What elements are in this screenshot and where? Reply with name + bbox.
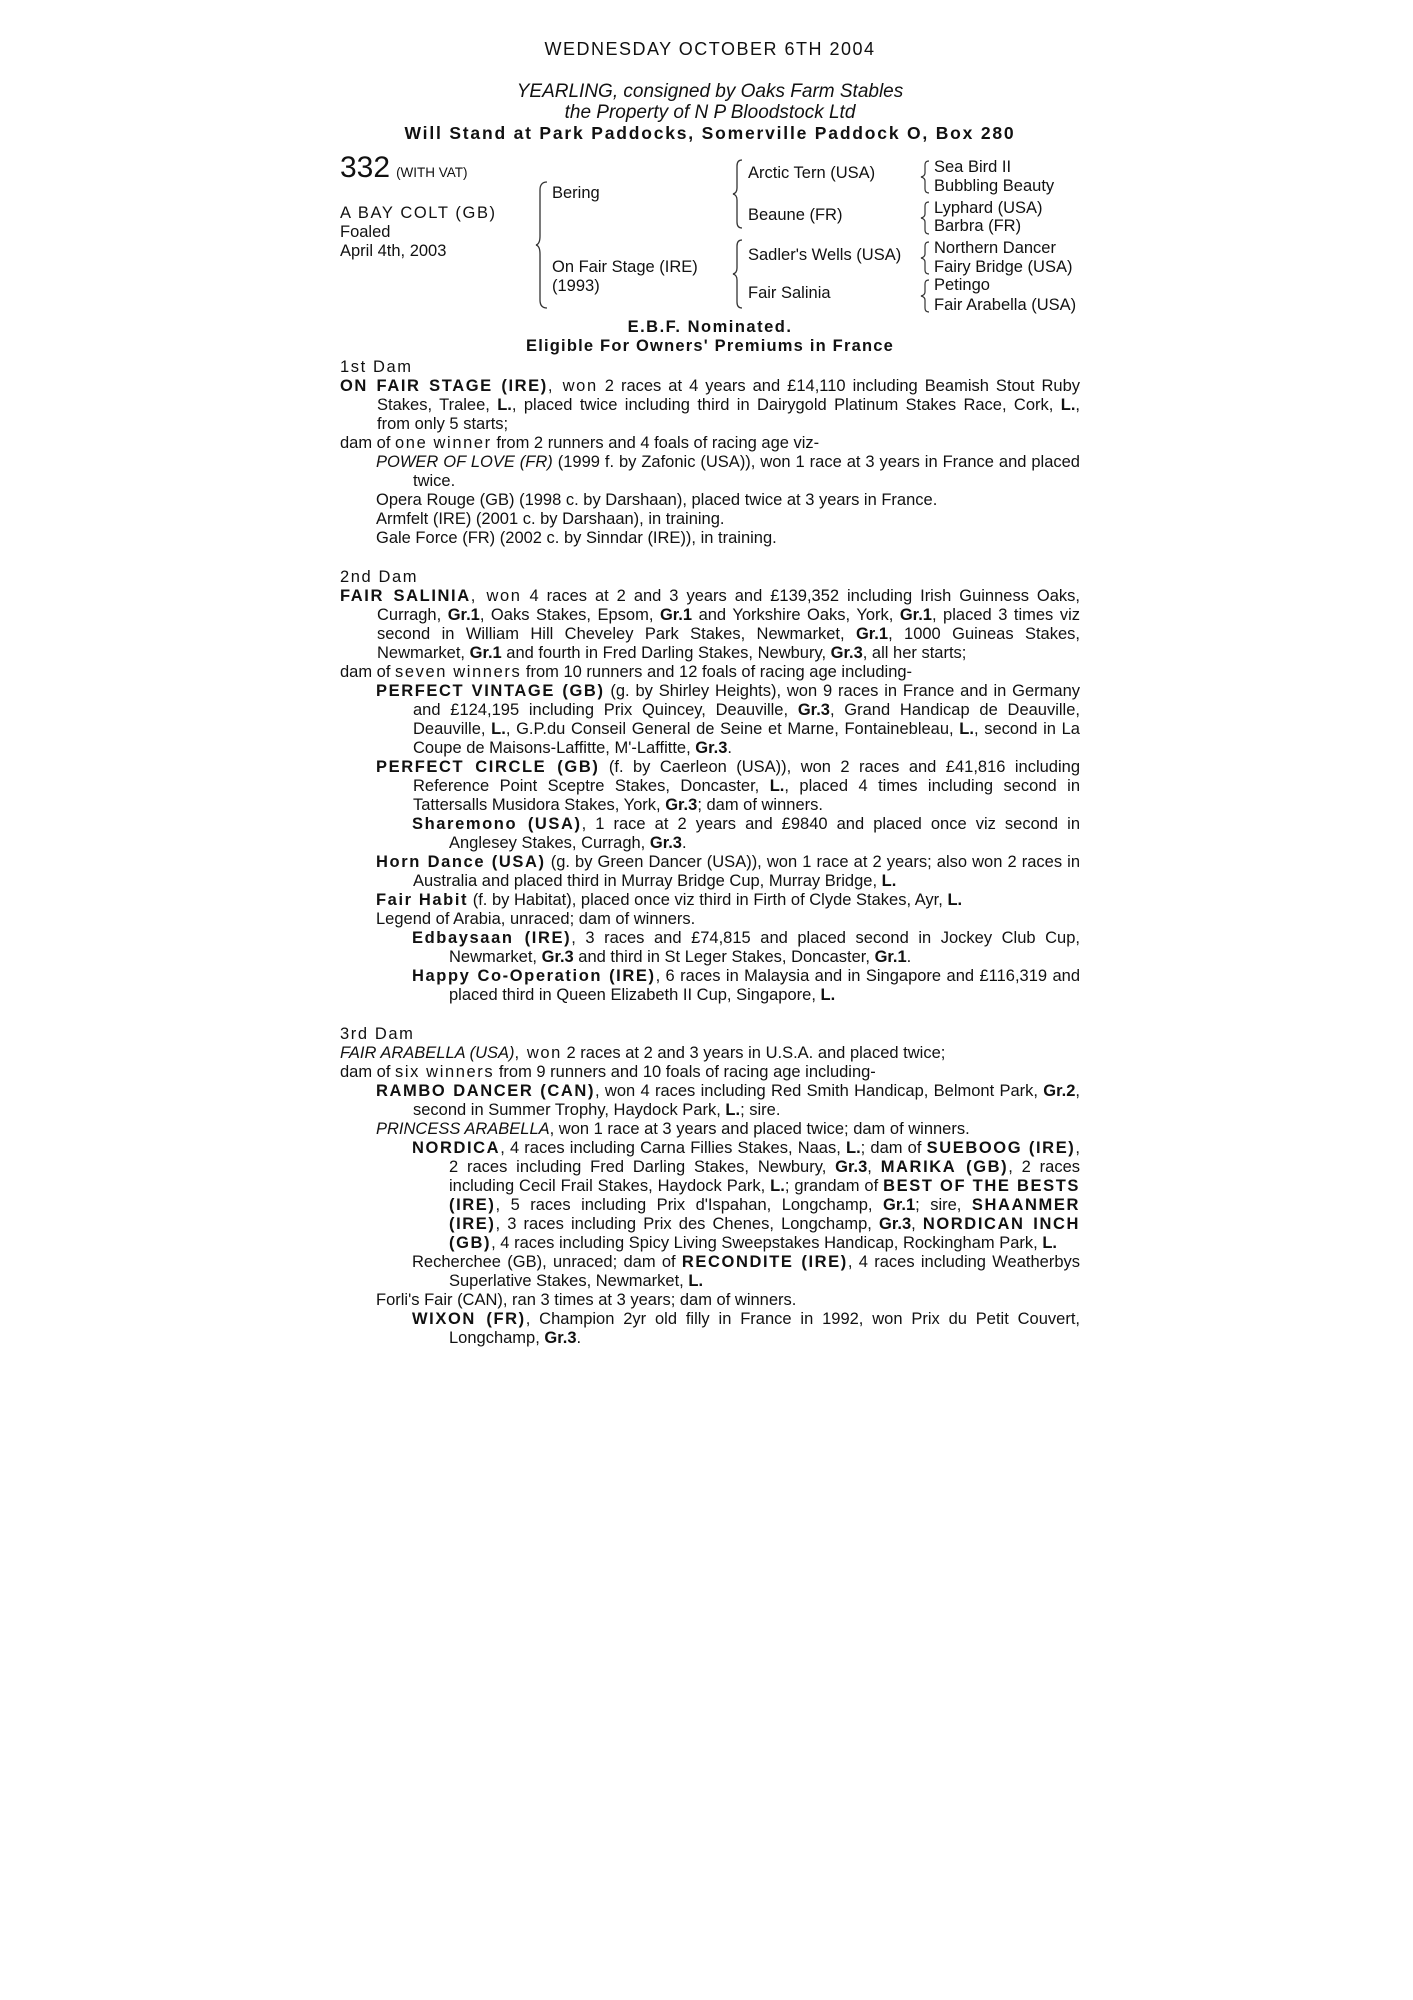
dam-record: ON FAIR STAGE (IRE), won 2 races at 4 years and £14,110 including Beamish Stout Ruby Stakes, Tralee, L., placed twice including third in Dairygold Platinum Stakes Race, Cork, L., from only 5 starts; — [340, 377, 1080, 433]
produce-item: Forli's Fair (CAN), ran 3 times at 3 years; dam of winners. — [376, 1291, 797, 1309]
great-grandparent-4: Barbra (FR) — [934, 217, 1022, 235]
grandsire-2: Beaune (FR) — [748, 206, 843, 224]
brace-g3 — [920, 240, 930, 276]
foaled-date: April 4th, 2003 — [340, 242, 447, 260]
produce-item: Horn Dance (USA) (g. by Green Dancer (USA)), won 1 race at 2 years; also won 2 races in Australia and placed third in Murray Bridge Cup, Murray Bridge, L. — [376, 853, 1080, 890]
produce-item: Sharemono (USA), 1 race at 2 years and £9840 and placed once viz second in Anglesey Stakes, Curragh, Gr.3. — [412, 815, 1081, 852]
brace-g1 — [920, 159, 930, 195]
produce-item: WIXON (FR), Champion 2yr old filly in France in 1992, won Prix du Petit Couvert, Longchamp, Gr.3. — [412, 1310, 1081, 1347]
grandsire-3: Sadler's Wells (USA) — [748, 246, 902, 264]
great-grandparent-1: Sea Bird II — [934, 158, 1012, 176]
catalogue-page — [340, 40, 1080, 1348]
sire-dam-brace — [535, 180, 549, 310]
lot-number: 332 — [340, 151, 391, 184]
lot-description: A BAY COLT (GB) — [340, 204, 497, 222]
great-grandparent-3: Lyphard (USA) — [934, 199, 1043, 217]
great-grandparent-2: Bubbling Beauty — [934, 177, 1055, 195]
grandsire-4: Fair Salinia — [748, 284, 831, 302]
dam-name: FAIR SALINIA — [340, 587, 471, 605]
sale-date: WEDNESDAY OCTOBER 6TH 2004 — [544, 39, 876, 59]
section-title: 2nd Dam — [340, 568, 419, 586]
produce-item: Fair Habit (f. by Habitat), placed once viz third in Firth of Clyde Stakes, Ayr, L. — [376, 891, 963, 909]
produce-item: Recherchee (GB), unraced; dam of RECONDITE (IRE), 4 races including Weatherbys Superlative Stakes, Newmarket, L. — [412, 1253, 1081, 1290]
sire-name: Bering — [552, 184, 600, 202]
consignor-line: YEARLING, consigned by Oaks Farm Stables — [516, 81, 904, 102]
first-dam-section — [340, 358, 1080, 548]
produce-item: RAMBO DANCER (CAN), won 4 races including Red Smith Handicap, Belmont Park, Gr.2, second in Summer Trophy, Haydock Park, L.; sire. — [376, 1082, 1080, 1119]
third-dam-section — [340, 1025, 1080, 1348]
great-grandparent-5: Northern Dancer — [934, 239, 1056, 257]
great-grandparent-8: Fair Arabella (USA) — [934, 296, 1077, 314]
produce-item: PERFECT CIRCLE (GB) (f. by Caerleon (USA)), won 2 races and £41,816 including Reference Point Sceptre Stakes, Doncaster, L., placed 4 times including second in Tattersalls Musidora Stakes, York, Gr.3; dam of winners. — [376, 758, 1081, 814]
produce-item: Legend of Arabia, unraced; dam of winners. — [376, 910, 696, 928]
produce-item: PRINCESS ARABELLA, won 1 race at 3 years and placed twice; dam of winners. — [376, 1120, 970, 1138]
grandsire-1: Arctic Tern (USA) — [748, 164, 876, 182]
great-grandparent-6: Fairy Bridge (USA) — [934, 258, 1073, 276]
produce-item: Opera Rouge (GB) (1998 c. by Darshaan), placed twice at 3 years in France. — [376, 491, 938, 509]
produce-item: Armfelt (IRE) (2001 c. by Darshaan), in training. — [376, 510, 725, 528]
stand-line: Will Stand at Park Paddocks, Somerville Paddock O, Box 280 — [404, 123, 1016, 143]
vat-note: (WITH VAT) — [396, 165, 468, 180]
produce-item: Happy Co-Operation (IRE), 6 races in Malaysia and in Singapore and £116,319 and placed third in Queen Elizabeth II Cup, Singapore, L. — [412, 967, 1080, 1004]
section-title: 1st Dam — [340, 358, 413, 376]
brace-g2 — [920, 200, 930, 236]
second-dam-section — [340, 568, 1080, 1005]
brace-g4 — [920, 278, 930, 314]
ebf-note: E.B.F. Nominated. — [627, 318, 793, 336]
foaled-label: Foaled — [340, 223, 391, 241]
dam-of-line: dam of six winners from 9 runners and 10 foals of racing age including- — [340, 1063, 876, 1081]
produce-item: NORDICA, 4 races including Carna Fillies Stakes, Naas, L.; dam of SUEBOOG (IRE), 2 races including Fred Darling Stakes, Newbury, Gr.3, MARIKA (GB), 2 races including Cecil Frail Stakes, Haydock Park, L.; grandam of BEST OF THE BESTS (IRE), 5 races including Prix d'Ispahan, Longchamp, Gr.1; sire, SHAANMER (IRE), 3 races including Prix des Chenes, Longchamp, Gr.3, NORDICAN INCH (GB), 4 races including Spicy Living Sweepstakes Handicap, Rockingham Park, L. — [412, 1139, 1081, 1252]
produce-item: Gale Force (FR) (2002 c. by Sinndar (IRE)), in training. — [376, 529, 777, 547]
dam-of-line: dam of seven winners from 10 runners and 12 foals of racing age including- — [340, 663, 913, 681]
property-line: the Property of N P Bloodstock Ltd — [564, 102, 856, 123]
pedigree-table — [340, 151, 1080, 318]
dam-name: FAIR ARABELLA (USA) — [340, 1044, 515, 1062]
produce-item: PERFECT VINTAGE (GB) (g. by Shirley Heights), won 9 races in France and in Germany and £124,195 including Prix Quincey, Deauville, Gr.3, Grand Handicap de Deauville, Deauville, L., G.P.du Conseil General de Seine et Marne, Fontainebleau, L., second in La Coupe de Maisons-Laffitte, M'-Laffitte, Gr.3. — [376, 682, 1080, 757]
dam-name: On Fair Stage (IRE) — [552, 258, 698, 276]
produce-item: Edbaysaan (IRE), 3 races and £74,815 and placed second in Jockey Club Cup, Newmarket, Gr.3 and third in St Leger Stakes, Doncaster, Gr.1. — [412, 929, 1080, 966]
eligible-note: Eligible For Owners' Premiums in France — [526, 337, 894, 355]
dam-record: FAIR ARABELLA (USA), won 2 races at 2 and 3 years in U.S.A. and placed twice; — [340, 1044, 946, 1062]
section-title: 3rd Dam — [340, 1025, 415, 1043]
dam-record: FAIR SALINIA, won 4 races at 2 and 3 years and £139,352 including Irish Guinness Oaks, Curragh, Gr.1, Oaks Stakes, Epsom, Gr.1 and Yorkshire Oaks, York, Gr.1, placed 3 times viz second in William Hill Cheveley Park Stakes, Newmarket, Gr.1, 1000 Guineas Stakes, Newmarket, Gr.1 and fourth in Fred Darling Stakes, Newbury, Gr.3, all her starts; — [340, 587, 1080, 662]
produce-item: POWER OF LOVE (FR) (1999 f. by Zafonic (USA)), won 1 race at 3 years in France and placed twice. — [376, 453, 1080, 490]
sire-parents-brace — [732, 158, 744, 230]
dam-name: ON FAIR STAGE (IRE) — [340, 377, 548, 395]
dam-of-line: dam of one winner from 2 runners and 4 foals of racing age viz- — [340, 434, 820, 452]
dam-year: (1993) — [552, 277, 600, 295]
dam-parents-brace — [732, 238, 744, 310]
great-grandparent-7: Petingo — [934, 276, 990, 294]
